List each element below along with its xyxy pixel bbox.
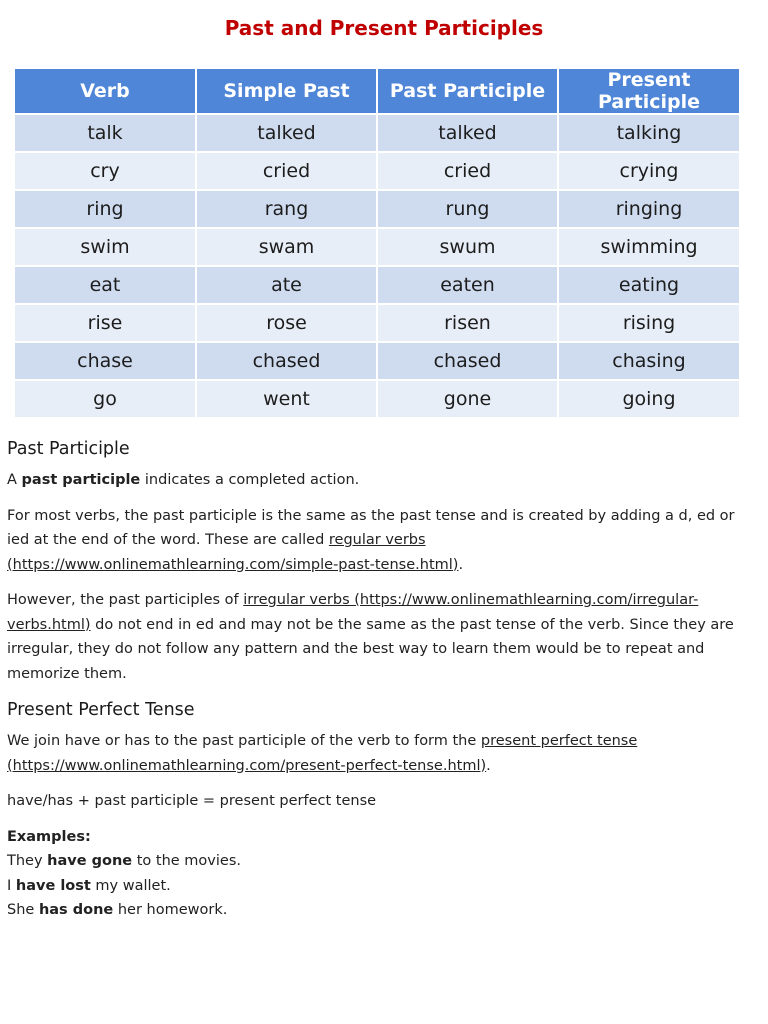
paragraph-regular-verbs (7, 504, 755, 578)
cell-verb: rise (15, 304, 196, 342)
page-title: Past and Present Participles (224, 16, 544, 40)
text: A (7, 472, 22, 488)
examples-label-text: Examples: (7, 828, 91, 845)
table-row (15, 190, 739, 228)
link-present-perfect[interactable]: present perfect tense (480, 733, 638, 749)
header-simple-past: Simple Past (196, 69, 377, 114)
table-row (15, 380, 739, 418)
text: indicates a completed action. (140, 472, 360, 488)
text: her homework. (113, 902, 228, 918)
bold-term: has done (38, 902, 114, 918)
header-past-participle: Past Participle (377, 69, 558, 114)
cell-present-participle: talking (558, 114, 739, 152)
cell-past-participle: eaten (377, 266, 558, 304)
text: . (458, 556, 464, 573)
cell-simple-past: rose (196, 304, 377, 342)
example-item (7, 849, 755, 874)
section-heading-past-participle: Past Participle (7, 439, 130, 459)
table-row (15, 342, 739, 380)
formula: have/has + past participle = present perfect tense (7, 793, 377, 809)
link-regular-verbs-url[interactable]: (https://www.onlinemathlearning.com/simple-past-tense.html) (7, 556, 459, 573)
text: For most verbs, the past participle is the same as the past tense and is created by adding a d, ed or ied at the end of the word. These are called (7, 507, 735, 548)
cell-past-participle: risen (377, 304, 558, 342)
cell-simple-past: chased (196, 342, 377, 380)
cell-simple-past: ate (196, 266, 377, 304)
cell-simple-past: rang (196, 190, 377, 228)
cell-present-participle: going (558, 380, 739, 418)
paragraph-definition (7, 468, 755, 493)
header-present-participle: Present Participle (558, 69, 739, 114)
cell-past-participle: rung (377, 190, 558, 228)
cell-verb: swim (15, 228, 196, 266)
table-row (15, 228, 739, 266)
cell-verb: cry (15, 152, 196, 190)
text: She (7, 902, 39, 918)
text: . (486, 757, 491, 774)
paragraph-irregular-verbs (7, 588, 755, 686)
text: However, the past participles of (7, 592, 244, 608)
examples-label (7, 825, 755, 850)
paragraph-present-perfect (7, 729, 755, 778)
link-irregular-verbs[interactable]: irregular verbs (https://www.onlinemathlearning.com/irregular-verbs.html) (7, 592, 699, 633)
text: I (7, 877, 16, 894)
cell-present-participle: swimming (558, 228, 739, 266)
cell-past-participle: talked (377, 114, 558, 152)
cell-verb: chase (15, 342, 196, 380)
cell-past-participle: cried (377, 152, 558, 190)
example-item (7, 898, 755, 923)
cell-past-participle: chased (377, 342, 558, 380)
cell-past-participle: gone (377, 380, 558, 418)
bold-term: past participle (21, 472, 141, 488)
cell-verb: ring (15, 190, 196, 228)
cell-simple-past: cried (196, 152, 377, 190)
cell-past-participle: swum (377, 228, 558, 266)
article-body (7, 436, 755, 923)
participles-table (15, 69, 739, 419)
cell-verb: go (15, 380, 196, 418)
link-present-perfect-url[interactable]: (https://www.onlinemathlearning.com/present-perfect-tense.html) (7, 757, 487, 774)
example-item (7, 874, 755, 899)
text: We join have or has to the past participle of the verb to form the (7, 733, 481, 749)
bold-term: have lost (15, 877, 91, 894)
section-heading-present-perfect: Present Perfect Tense (7, 700, 195, 720)
cell-present-participle: rising (558, 304, 739, 342)
cell-verb: talk (15, 114, 196, 152)
cell-simple-past: talked (196, 114, 377, 152)
cell-simple-past: swam (196, 228, 377, 266)
table-row (15, 304, 739, 342)
cell-present-participle: crying (558, 152, 739, 190)
text: my wallet. (90, 877, 171, 894)
cell-simple-past: went (196, 380, 377, 418)
header-verb: Verb (15, 69, 196, 114)
text: do not end in ed and may not be the same as the past tense of the verb. Since they are irregular, they do not follow any pattern and the best way to learn them would be to repeat and memorize them. (7, 616, 734, 682)
table-row (15, 152, 739, 190)
table-row (15, 266, 739, 304)
link-regular-verbs[interactable]: regular verbs (328, 532, 426, 548)
text: to the movies. (132, 853, 241, 869)
examples (7, 825, 755, 923)
cell-present-participle: eating (558, 266, 739, 304)
text: They (7, 853, 48, 869)
table-row (15, 114, 739, 152)
cell-verb: eat (15, 266, 196, 304)
cell-present-participle: ringing (558, 190, 739, 228)
table-header-row (15, 69, 739, 114)
bold-term: have gone (47, 853, 133, 869)
cell-present-participle: chasing (558, 342, 739, 380)
